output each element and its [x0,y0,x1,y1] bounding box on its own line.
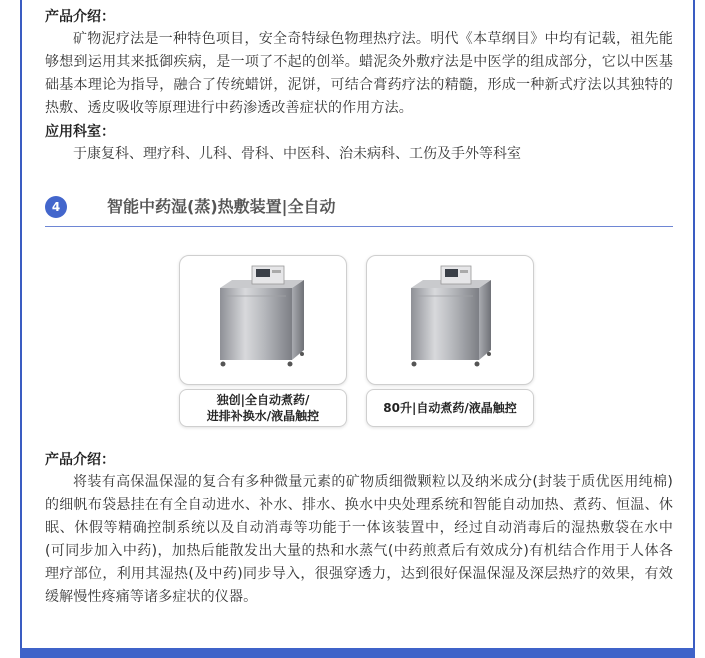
product-caption-1 [179,389,347,427]
section-number-badge: 4 [45,196,67,218]
intro-label: 产品介绍： [45,452,115,468]
intro-label: 产品介绍： [45,9,115,25]
steamer-device-image [367,256,533,384]
caption-line: 80升|自动煮药/液晶触控 [383,401,517,415]
product-caption-2 [366,389,534,427]
intro-text: 将装有高保温保湿的复合有多种微量元素的矿物质细微颗粒以及纳米成分(封装于质优医用纯棉)的细帆布袋悬挂在有全自动进水、补水、排水、换水中央处理系统和智能自动加热、煮药、恒温、休眠、休假等精确控制系统以及自动消毒等功能于一体该装置中，经过自动消毒后的湿热敷袋在水中(可同步加入中药)，加热后能散发出大量的热和水蒸气(中药煎煮后有效成分)有机结合作用于人体各理疗部位，利用其湿热(及中药)同步导入，很强穿透力，达到很好保温保湿及深层热疗的效果，有效缓解慢性疼痛等诸多症状的仪器。 [45,474,673,605]
section-steamer-intro [45,449,673,609]
dept-text: 于康复科、理疗科、儿科、骨科、中医科、治未病科、工伤及手外等科室 [73,146,521,162]
section-title: 智能中药湿(蒸)热敷装置|全自动 [107,197,336,216]
section-header [45,192,673,227]
steamer-device-image [180,256,346,384]
bottom-accent-bar [20,648,695,658]
product-card-2 [366,255,534,385]
caption-line: 独创|全自动煮药/ [216,393,310,407]
intro-text: 矿物泥疗法是一种特色项目，安全奇特绿色物理热疗法。明代《本草纲目》中均有记载，祖先能够想到运用其来抵御疾病，是一项了不起的创举。蜡泥灸外敷疗法是中医学的组成部分，它以中医基础基本理论为指导，融合了传统蜡饼，泥饼，可结合膏药疗法的精髓，形成一种新式疗法以其独特的热敷、透皮吸收等原理进行中药渗透改善症状的作用方法。 [45,31,673,116]
section-mud-therapy [45,6,673,166]
product-card-1 [179,255,347,385]
dept-label: 应用科室： [45,124,115,140]
caption-line: 进排补换水/液晶触控 [206,409,320,423]
